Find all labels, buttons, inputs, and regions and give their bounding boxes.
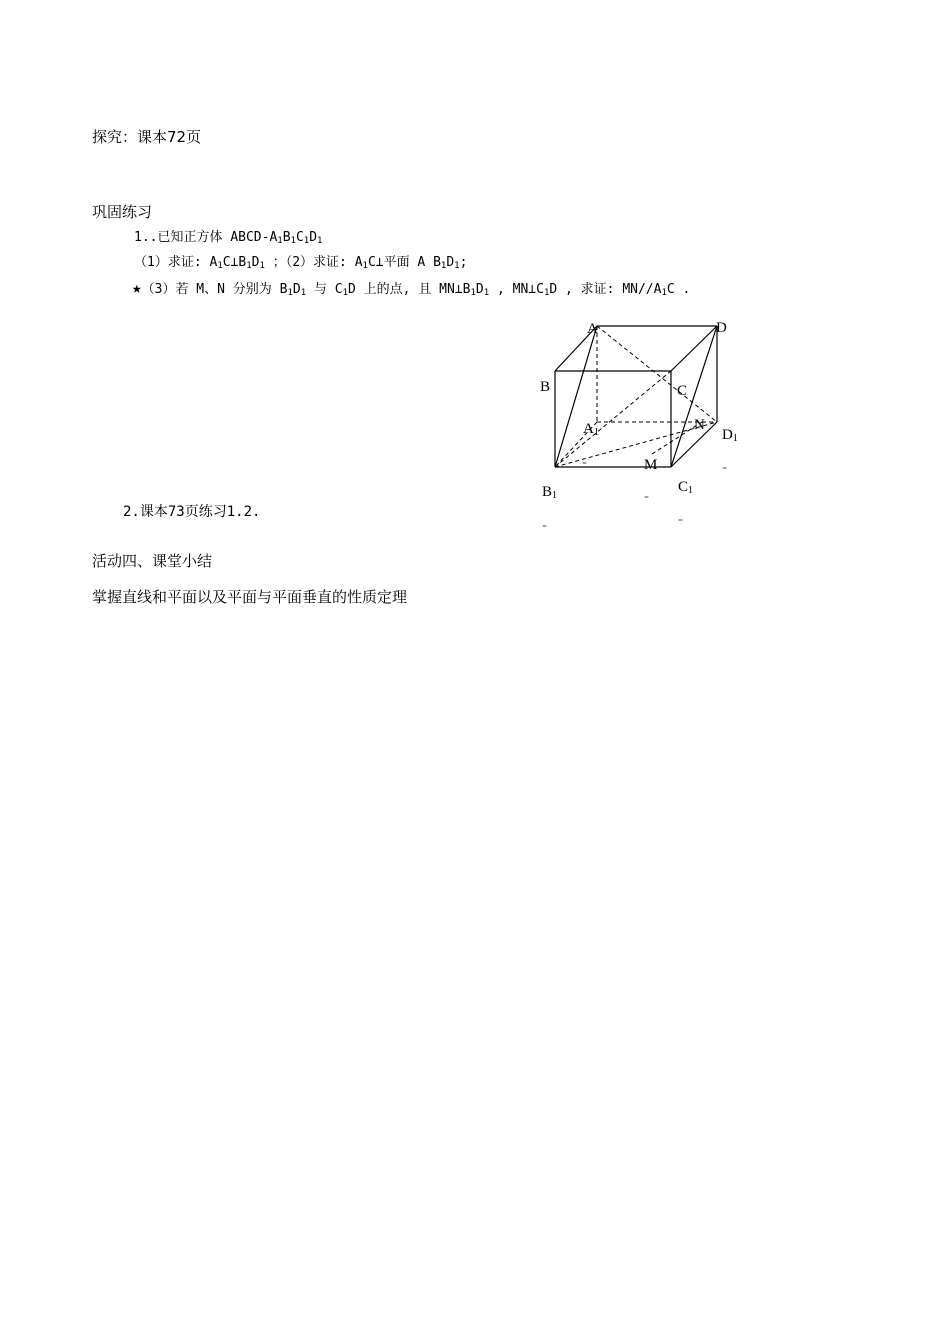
star-text: C . — [666, 282, 691, 297]
star-sub: 1 — [287, 288, 293, 298]
small-mark: = — [722, 465, 728, 472]
star-sub: 1 — [342, 288, 349, 298]
star-text: D , 求证: MN//A — [549, 282, 662, 297]
label-sub: 1 — [732, 433, 738, 444]
question-1-parts — [134, 254, 467, 275]
vertex-label-b: B — [540, 379, 551, 395]
activity-4-heading: 活动四、课堂小结 — [92, 552, 213, 570]
hidden-diagonal-ad1 — [597, 326, 717, 422]
part2-text: ; — [459, 255, 468, 270]
part2-text: ；（2）求证: A — [264, 255, 363, 270]
practice-heading: 巩固练习 — [92, 203, 153, 221]
small-mark: = — [678, 517, 684, 524]
hidden-diagonal-b1d1 — [555, 422, 717, 467]
part1-text: （1）求证: A — [134, 255, 218, 270]
part1-text: D — [251, 255, 260, 270]
star-text: 与 C — [306, 282, 343, 297]
part2-text: C⊥平面 A B — [367, 255, 441, 270]
vertex-label-d: D — [716, 320, 727, 336]
vertex-label-c1 — [678, 479, 693, 499]
q1-letter: B — [282, 230, 291, 245]
cube-diagram — [540, 318, 760, 478]
vertex-label-d1 — [722, 427, 738, 447]
part2-sub: 1 — [362, 261, 368, 271]
part2-text: D — [446, 255, 455, 270]
q1-letter: C — [295, 230, 304, 245]
vertex-label-b1 — [542, 484, 557, 504]
point-label-m: M — [644, 457, 658, 473]
part1-text: C⊥B — [222, 255, 247, 270]
summary-line: 掌握直线和平面以及平面与平面垂直的性质定理 — [92, 588, 408, 606]
part2-sub: 1 — [454, 261, 460, 271]
label-letter: D — [722, 427, 733, 443]
q1-letter: D — [309, 230, 318, 245]
label-letter: B — [542, 484, 553, 500]
label-sub: 1 — [688, 485, 694, 496]
explore-line: 探究：课本72页 — [92, 128, 202, 146]
star-text: （3）若 M、N 分别为 B — [141, 282, 288, 297]
q1-cube-name: ABCD-A — [230, 230, 278, 245]
star-sub: 1 — [483, 288, 490, 298]
star-sub: 1 — [300, 288, 307, 298]
question-1-star — [132, 279, 690, 302]
q1-sub: 1 — [303, 236, 310, 246]
part1-sub: 1 — [217, 261, 223, 271]
q1-sub: 1 — [290, 236, 296, 246]
q1-sub: 1 — [277, 236, 283, 246]
diagonal-ab1 — [555, 326, 597, 467]
label-sub: 1 — [593, 427, 599, 438]
vertex-label-a: A — [587, 321, 598, 337]
star-sub: 1 — [661, 288, 667, 298]
q1-prefix: 1..已知正方体 — [134, 230, 231, 245]
star-sub: 1 — [543, 288, 550, 298]
small-mark: = — [582, 460, 588, 467]
point-label-n: N — [694, 417, 705, 433]
star-text: , MN⊥C — [489, 282, 544, 297]
star-icon: ★ — [132, 278, 142, 297]
vertex-label-c: C — [677, 383, 688, 399]
label-sub: 1 — [552, 490, 558, 501]
q1-sub: 1 — [317, 236, 323, 246]
star-text: D 上的点, 且 MN⊥B — [348, 282, 471, 297]
part2-sub: 1 — [440, 261, 447, 271]
star-text: D — [292, 282, 301, 297]
small-mark: = — [542, 523, 548, 530]
question-1 — [134, 229, 322, 250]
star-sub: 1 — [470, 288, 476, 298]
vertex-label-a1 — [583, 421, 599, 441]
part1-sub: 1 — [259, 261, 265, 271]
small-mark: = — [644, 494, 650, 501]
label-letter: C — [678, 479, 689, 495]
star-text: D — [475, 282, 484, 297]
part1-sub: 1 — [246, 261, 252, 271]
question-2: 2.课本73页练习1.2. — [123, 504, 261, 520]
label-letter: A — [583, 421, 594, 437]
